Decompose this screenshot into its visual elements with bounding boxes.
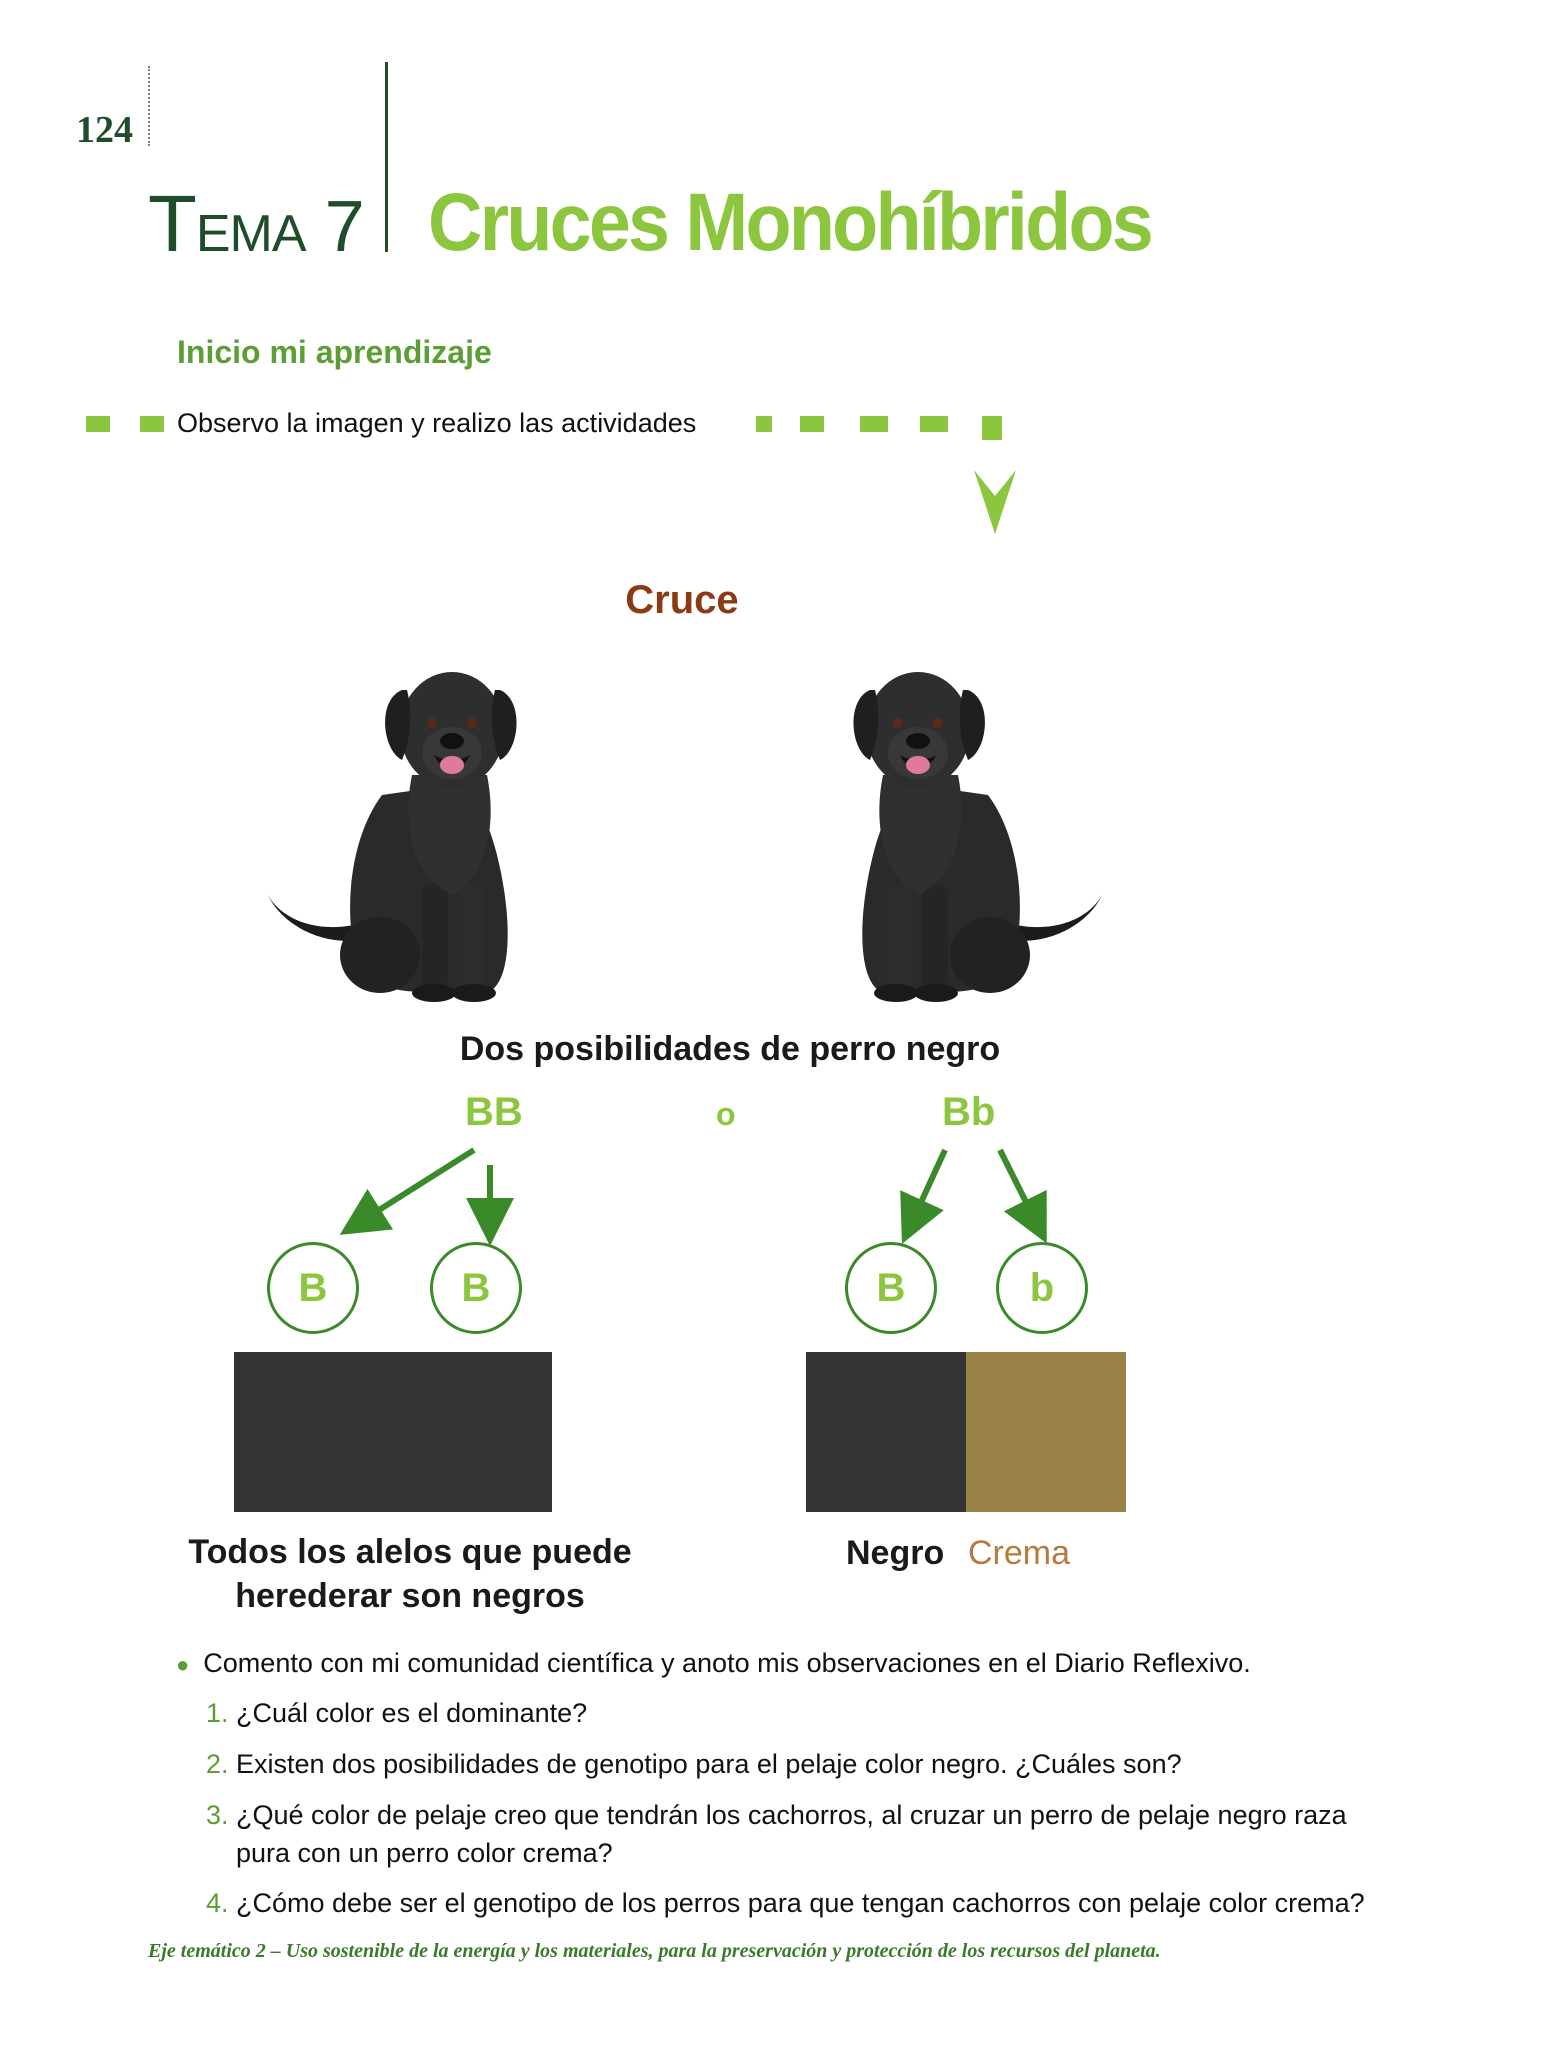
page-number: 124	[76, 109, 133, 151]
section-heading: Inicio mi aprendizaje	[177, 334, 492, 370]
label-cream: Crema	[968, 1534, 1071, 1572]
footer-text: Eje temático 2 – Uso sostenible de la energía y los materiales, para la preservación y protección de los recursos del planeta.	[148, 1940, 1161, 1962]
activity-intro	[176, 1648, 1251, 1679]
connector-o: o	[716, 1096, 736, 1132]
question-number: 1.	[206, 1698, 229, 1728]
black-swatch-right	[806, 1352, 966, 1512]
question-number: 3.	[206, 1800, 229, 1830]
question-item	[206, 1745, 1182, 1783]
cream-swatch	[966, 1352, 1126, 1512]
left-caption-line1: Todos los alelos que puede	[188, 1533, 632, 1571]
question-number: 2.	[206, 1749, 229, 1779]
arrow-icon	[1000, 1150, 1036, 1222]
label-black: Negro	[846, 1534, 945, 1572]
left-caption	[160, 1530, 660, 1618]
bullet-icon: ●	[176, 1652, 190, 1677]
genotype-bb: BB	[465, 1090, 523, 1134]
question-item	[206, 1884, 1365, 1922]
genotype-bb-hetero: Bb	[942, 1090, 996, 1134]
page-title: Cruces Monohíbridos	[428, 177, 1151, 268]
allele-circle: B	[267, 1242, 359, 1334]
instruction-text: Observo la imagen y realizo las actividades	[177, 408, 697, 438]
question-number: 4.	[206, 1888, 229, 1918]
allele-circle: b	[996, 1242, 1088, 1334]
question-text: ¿Cómo debe ser el genotipo de los perros para que tengan cachorros con pelaje color crema?	[236, 1888, 1365, 1918]
question-text: Existen dos posibilidades de genotipo para el pelaje color negro. ¿Cuáles son?	[236, 1749, 1182, 1779]
question-item	[206, 1694, 587, 1732]
allele-circle: B	[430, 1242, 522, 1334]
black-swatch-left	[234, 1352, 552, 1512]
tema-number: 7	[324, 187, 364, 267]
question-text: ¿Cuál color es el dominante?	[236, 1698, 588, 1728]
arrow-icon	[360, 1150, 474, 1222]
arrow-icon	[912, 1150, 945, 1222]
tema-rest: EMA	[195, 205, 306, 263]
question-text-continued: pura con un perro color crema?	[236, 1838, 613, 1868]
tema-first-letter: T	[148, 179, 196, 268]
allele-circle: B	[845, 1242, 937, 1334]
question-item	[206, 1796, 1347, 1872]
activity-intro-text: Comento con mi comunidad científica y anoto mis observaciones en el Diario Reflexivo.	[203, 1648, 1251, 1678]
cross-label: Cruce	[625, 578, 739, 622]
figure-caption: Dos posibilidades de perro negro	[459, 1030, 1001, 1068]
left-caption-line2: herederar son negros	[235, 1577, 585, 1615]
question-text: ¿Qué color de pelaje creo que tendrán los cachorros, al cruzar un perro de pelaje negro raza	[236, 1800, 1347, 1830]
